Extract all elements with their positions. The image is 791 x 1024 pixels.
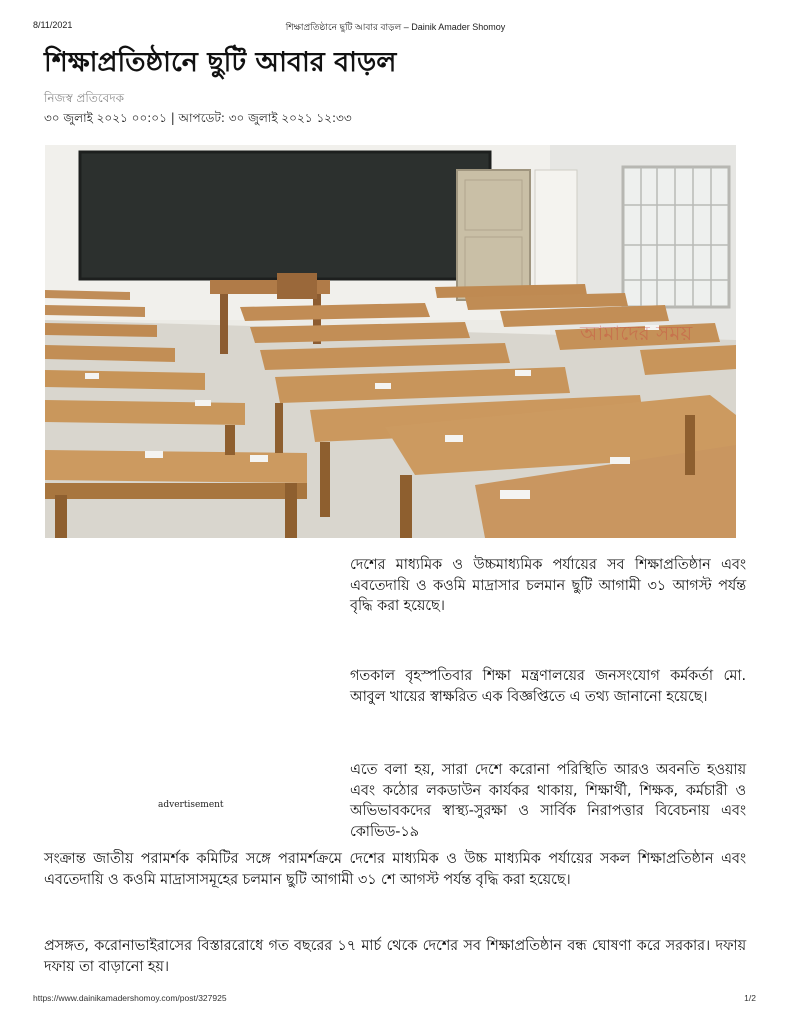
print-footer-page-number: 1/2 — [744, 993, 756, 1003]
image-watermark: আমাদের সময় — [580, 321, 693, 345]
advertisement-label: advertisement — [158, 800, 224, 810]
article-author: নিজস্ব প্রতিবেদক — [44, 91, 125, 105]
blackboard — [80, 152, 490, 279]
window — [623, 167, 729, 307]
article-paragraph-4: প্রসঙ্গত, করোনাভাইরাসের বিস্তাররোধে গত বছরের ১৭ মার্চ থেকে দেশের সব শিক্ষাপ্রতিষ্ঠান বন্ধ ঘোষণা করে সরকার। দফায় দফায় তা বাড়ানো হয়। — [44, 938, 746, 975]
article-paragraph-3: এতে বলা হয়, সারা দেশে করোনা পরিস্থিতি আরও অবনতি হওয়ায় এবং কঠোর লকডাউন কার্যকর থাকায়, শিক্ষার্থী, শিক্ষক, কর্মচারী ও অভিভাবকদের স্বাস্থ্য-সুরক্ষা ও সার্বিক নিরাপত্তার বিবেচনায় এবং কোভিড-১৯ — [350, 762, 746, 840]
print-footer-url[interactable]: https://www.dainikamadershomoy.com/post/327925 — [33, 993, 227, 1003]
print-header-title: শিক্ষাপ্রতিষ্ঠানে ছুটি আবার বাড়ল – Dainik Amader Shomoy — [285, 22, 506, 32]
article-headline: শিক্ষাপ্রতিষ্ঠানে ছুটি আবার বাড়ল — [44, 47, 397, 78]
article-dateline: ৩০ জুলাই ২০২১ ০০:০১ | আপডেট: ৩০ জুলাই ২০২১ ১২:৩৩ — [44, 111, 352, 125]
classroom-illustration — [45, 145, 736, 538]
article-paragraph-2: গতকাল বৃহস্পতিবার শিক্ষা মন্ত্রণালয়ের জনসংযোগ কর্মকর্তা মো. আবুল খায়ের স্বাক্ষরিত এক বিজ্ঞপ্তিতে এ তথ্য জানানো হয়েছে। — [350, 668, 746, 705]
article-paragraph-3-continued: সংক্রান্ত জাতীয় পরামর্শক কমিটির সঙ্গে পরামর্শক্রমে দেশের মাধ্যমিক ও উচ্চ মাধ্যমিক পর্যায়ের সকল শিক্ষাপ্রতিষ্ঠান এবং এবতেদায়ি ও কওমি মাদ্রাসাসমূহের চলমান ছুটি আগামী ৩১ শে আগস্ট পর্যন্ত বৃদ্ধি করা হয়েছে। — [44, 851, 746, 888]
door — [457, 170, 530, 300]
article-photo-classroom — [45, 145, 736, 538]
article-paragraph-1: দেশের মাধ্যমিক ও উচ্চমাধ্যমিক পর্যায়ের সব শিক্ষাপ্রতিষ্ঠান এবং এবতেদায়ি ও কওমি মাদ্রাসার চলমান ছুটি আগামী ৩১ আগস্ট পর্যন্ত বৃদ্ধি করা হয়েছে। — [350, 557, 746, 614]
print-header-date: 8/11/2021 — [33, 20, 73, 30]
